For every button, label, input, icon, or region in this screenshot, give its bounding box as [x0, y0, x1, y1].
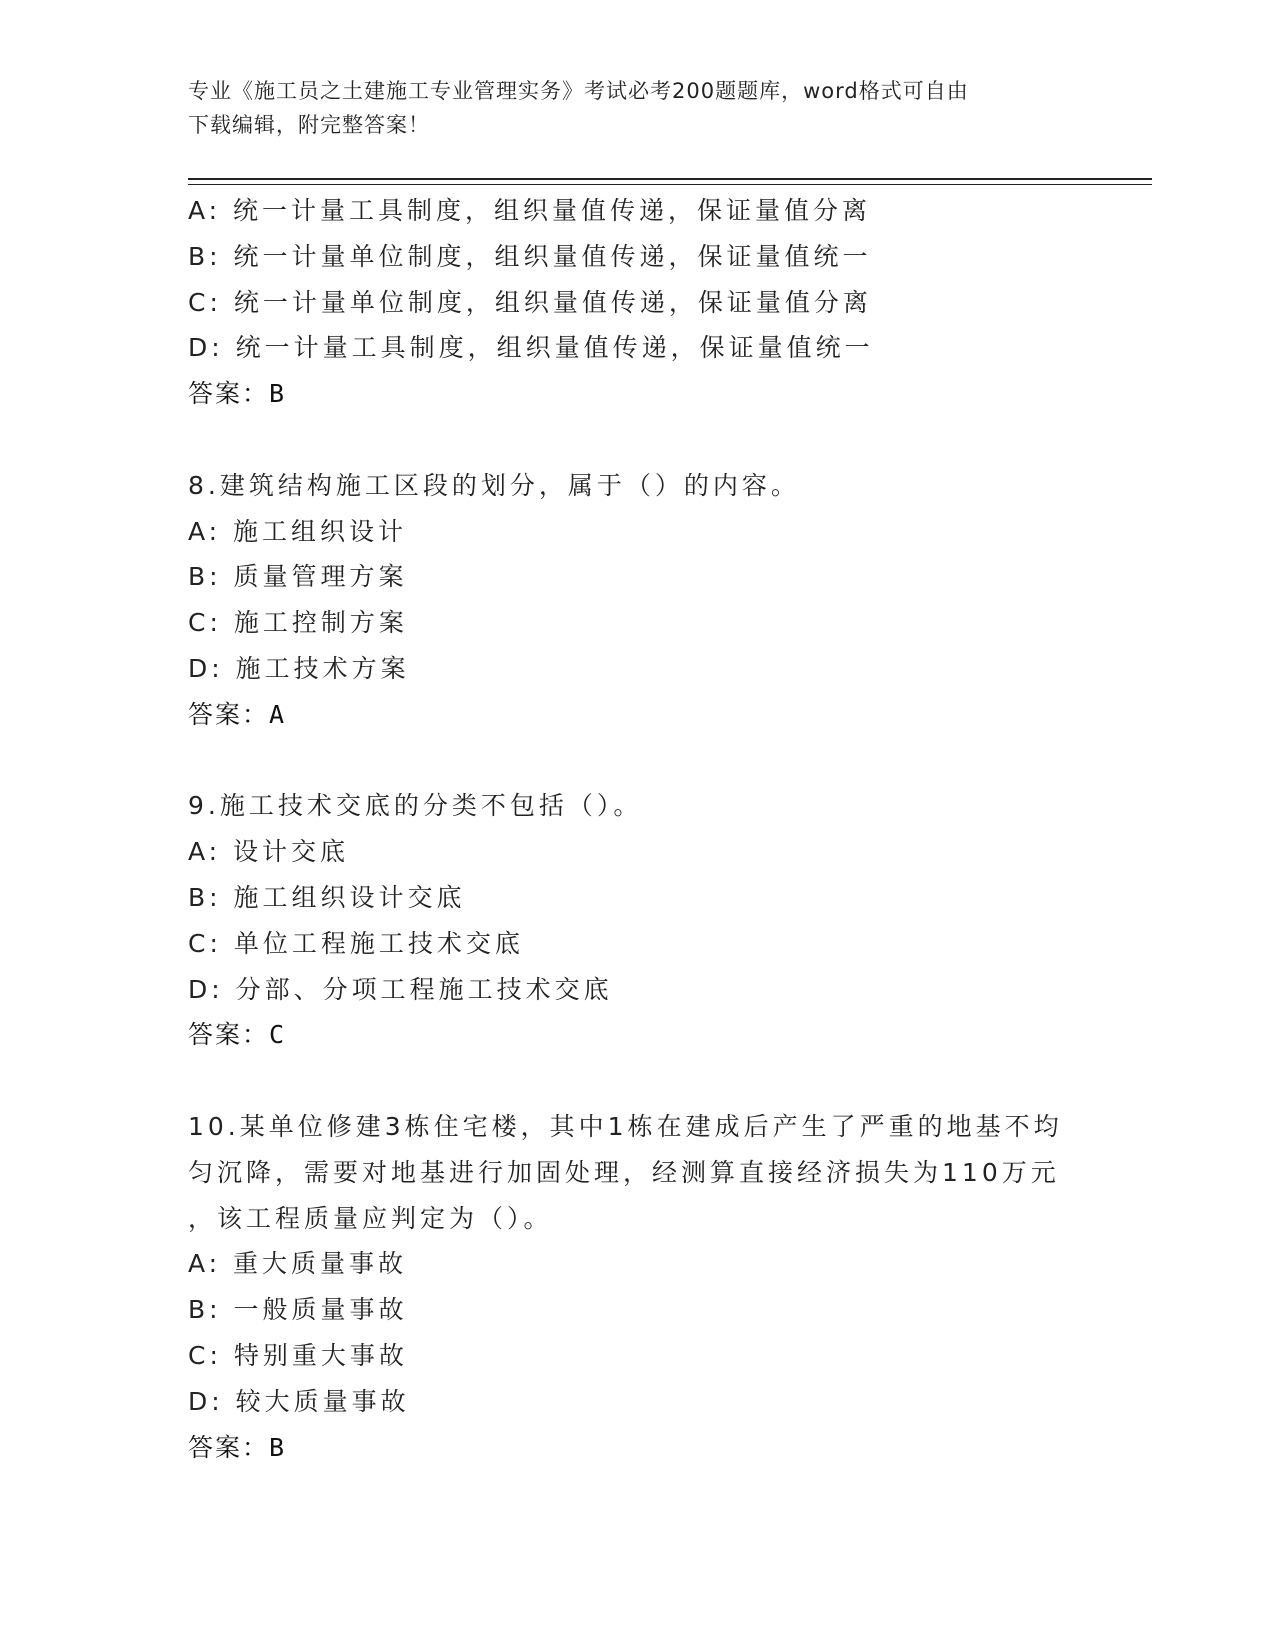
answer-value: C	[269, 1020, 287, 1050]
option-a: A: 重大质量事故	[188, 1249, 408, 1279]
question-list	[188, 188, 1088, 1470]
question-text-line-1: 10.某单位修建3栋住宅楼，其中1栋在建成后产生了严重的地基不均	[188, 1111, 1063, 1141]
option-c: C: 统一计量单位制度，组织量值传递，保证量值分离	[188, 287, 872, 317]
answer-line	[188, 371, 1088, 417]
option-c: C: 特别重大事故	[188, 1340, 408, 1370]
answer-value: B	[269, 379, 287, 409]
question-text-line-2: 匀沉降，需要对地基进行加固处理，经测算直接经济损失为110万元	[188, 1157, 1060, 1187]
answer-line	[188, 692, 1088, 738]
answer-line	[188, 1425, 1088, 1471]
answer-value: B	[269, 1432, 287, 1462]
option-b: B: 施工组织设计交底	[188, 882, 466, 912]
question-9	[188, 783, 1088, 1058]
option-b: B: 一般质量事故	[188, 1295, 408, 1325]
option-d: D: 较大质量事故	[188, 1386, 410, 1416]
option-b: B: 质量管理方案	[188, 562, 408, 592]
option-d: D: 分部、分项工程施工技术交底	[188, 974, 613, 1004]
question-text: 9.施工技术交底的分类不包括（）。	[188, 791, 643, 821]
question-8	[188, 463, 1088, 738]
option-c: C: 单位工程施工技术交底	[188, 928, 524, 958]
answer-value: A	[269, 699, 287, 729]
question-text-line-3: ，该工程质量应判定为（）。	[188, 1203, 553, 1233]
option-c: C: 施工控制方案	[188, 608, 408, 638]
question-7	[188, 188, 1088, 417]
header-line-2: 下载编辑，附完整答案！	[188, 113, 430, 137]
question-10	[188, 1104, 1088, 1470]
header-divider-thick	[188, 178, 1152, 180]
document-header	[188, 74, 1088, 142]
answer-label: 答案：	[188, 1432, 270, 1462]
answer-label: 答案：	[188, 699, 270, 729]
option-b: B: 统一计量单位制度，组织量值传递，保证量值统一	[188, 241, 872, 271]
answer-label: 答案：	[188, 379, 270, 409]
header-line-1: 专业《施工员之土建施工专业管理实务》考试必考200题题库，word格式可自由	[188, 79, 969, 103]
answer-label: 答案：	[188, 1020, 270, 1050]
option-d: D: 施工技术方案	[188, 653, 410, 683]
header-divider-thin	[188, 184, 1152, 185]
option-d: D: 统一计量工具制度，组织量值传递，保证量值统一	[188, 333, 874, 363]
option-a: A: 统一计量工具制度，组织量值传递，保证量值分离	[188, 196, 872, 225]
option-a: A: 设计交底	[188, 837, 350, 867]
answer-line	[188, 1012, 1088, 1058]
option-a: A: 施工组织设计	[188, 516, 408, 546]
question-text: 8.建筑结构施工区段的划分，属于（）的内容。	[188, 470, 800, 500]
